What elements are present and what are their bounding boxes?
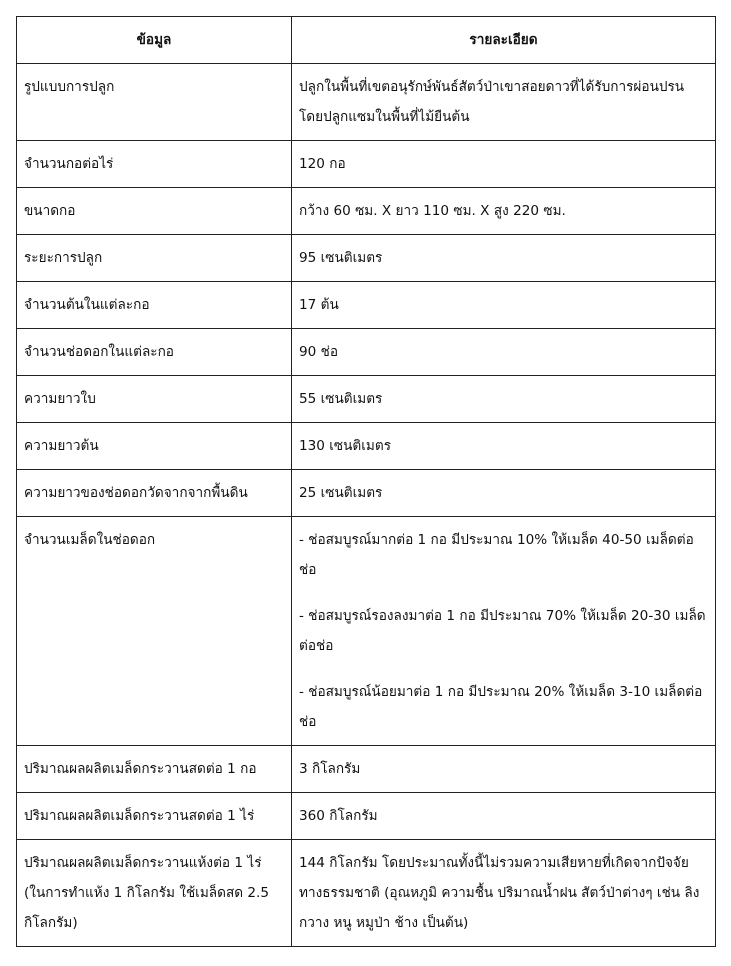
row-value: 90 ช่อ: [292, 329, 716, 376]
row-value: 144 กิโลกรัม โดยประมาณทั้งนี้ไม่รวมความเสียหายที่เกิดจากปัจจัยทางธรรมชาติ (อุณหภูมิ ความชื้น ปริมาณน้ำฝน สัตว์ป่าต่างๆ เช่น ลิง กวาง หนู หมูป่า ช้าง เป็นต้น): [292, 840, 716, 947]
table-row: [17, 376, 716, 423]
bullet-item: - ช่อสมบูรณ์น้อยมาต่อ 1 กอ มีประมาณ 20% ให้เมล็ด 3-10 เมล็ดต่อช่อ: [299, 684, 703, 730]
table-row: [17, 141, 716, 188]
header-data: ข้อมูล: [17, 17, 292, 64]
row-value: 3 กิโลกรัม: [292, 746, 716, 793]
row-value: ปลูกในพื้นที่เขตอนุรักษ์พันธ์สัตว์ป่าเขาสอยดาวที่ได้รับการผ่อนปรน โดยปลูกแซมในพื้นที่ไม้ยืนต้น: [292, 64, 716, 141]
bullet-item: - ช่อสมบูรณ์มากต่อ 1 กอ มีประมาณ 10% ให้เมล็ด 40-50 เมล็ดต่อช่อ: [299, 532, 694, 578]
row-label: ปริมาณผลผลิตเมล็ดกระวานสดต่อ 1 ไร่: [17, 793, 292, 840]
table-row: [17, 188, 716, 235]
table-row: [17, 793, 716, 840]
table-row: [17, 64, 716, 141]
table-row: [17, 329, 716, 376]
table-header-row: [17, 17, 716, 64]
table-row: [17, 235, 716, 282]
row-label: ความยาวของช่อดอกวัดจากจากพื้นดิน: [17, 470, 292, 517]
row-label: จำนวนกอต่อไร่: [17, 141, 292, 188]
header-details: รายละเอียด: [292, 17, 716, 64]
row-value: 55 เซนติเมตร: [292, 376, 716, 423]
table-row: [17, 517, 716, 746]
row-value: 25 เซนติเมตร: [292, 470, 716, 517]
bullet-item: - ช่อสมบูรณ์รองลงมาต่อ 1 กอ มีประมาณ 70% ให้เมล็ด 20-30 เมล็ดต่อช่อ: [299, 608, 706, 654]
row-value: 360 กิโลกรัม: [292, 793, 716, 840]
row-value: 120 กอ: [292, 141, 716, 188]
row-label: ความยาวต้น: [17, 423, 292, 470]
row-value: 95 เซนติเมตร: [292, 235, 716, 282]
row-label: จำนวนช่อดอกในแต่ละกอ: [17, 329, 292, 376]
table-row: [17, 282, 716, 329]
table-row: [17, 840, 716, 947]
row-label: ปริมาณผลผลิตเมล็ดกระวานสดต่อ 1 กอ: [17, 746, 292, 793]
table-row: [17, 470, 716, 517]
cardamom-info-table: [16, 16, 716, 947]
row-value: 130 เซนติเมตร: [292, 423, 716, 470]
table-row: [17, 746, 716, 793]
row-value-list: [292, 517, 716, 746]
row-label: รูปแบบการปลูก: [17, 64, 292, 141]
row-label: ปริมาณผลผลิตเมล็ดกระวานแห้งต่อ 1 ไร่ (ในการทำแห้ง 1 กิโลกรัม ใช้เมล็ดสด 2.5 กิโลกรัม): [17, 840, 292, 947]
row-label: ความยาวใบ: [17, 376, 292, 423]
row-value: กว้าง 60 ซม. X ยาว 110 ซม. X สูง 220 ซม.: [292, 188, 716, 235]
row-label: จำนวนต้นในแต่ละกอ: [17, 282, 292, 329]
row-label: จำนวนเมล็ดในช่อดอก: [17, 517, 292, 746]
row-value: 17 ต้น: [292, 282, 716, 329]
table-row: [17, 423, 716, 470]
row-label: ขนาดกอ: [17, 188, 292, 235]
row-label: ระยะการปลูก: [17, 235, 292, 282]
